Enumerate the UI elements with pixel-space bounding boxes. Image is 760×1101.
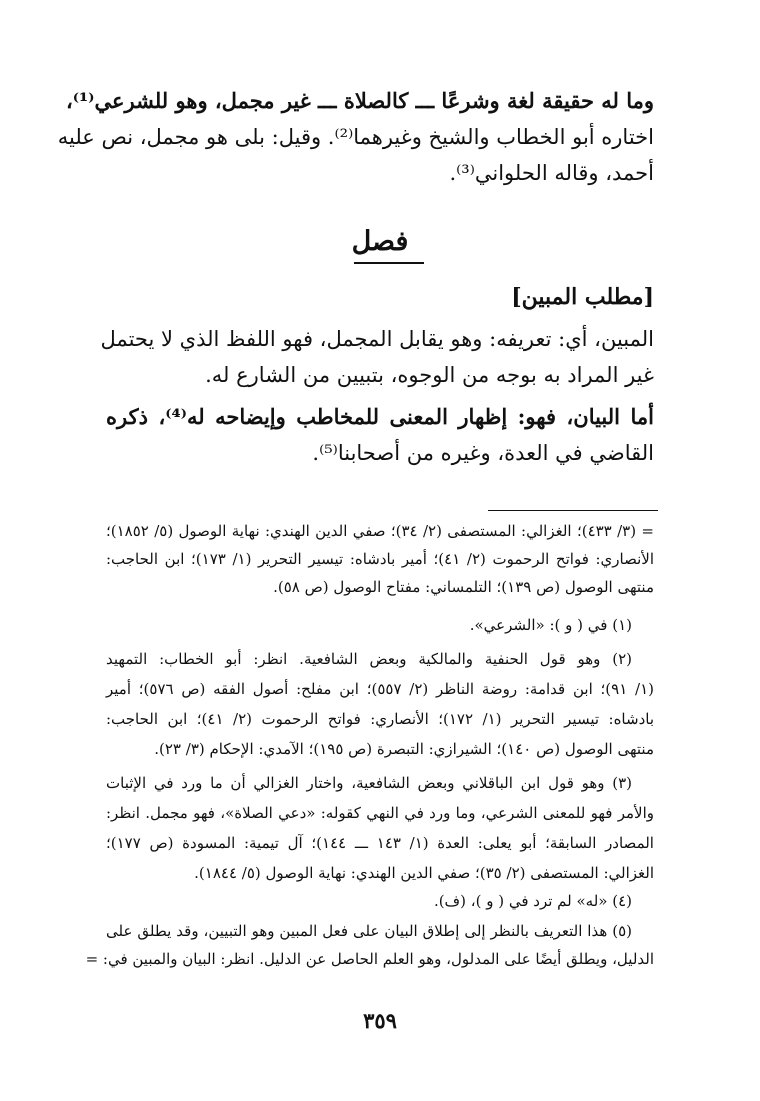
section-heading: [مطلب المبين]: [511, 284, 654, 310]
footnote-5: (٥) هذا التعريف بالنظر إلى إطلاق البيان على فعل المبين وهو التبيين، وقد يطلق على: [106, 922, 632, 940]
footnote-line: المصادر السابقة؛ أبو يعلى: العدة (١/ ١٤٣ ـــ ١٤٤)؛ آل تيمية: المسودة (ص ١٧٧)؛: [106, 834, 654, 852]
main-text-line-1: وما له حقيقة لغة وشرعًا ـــ كالصلاة ـــ غير مجمل، وهو للشرعي⁽¹⁾،: [66, 88, 654, 113]
section-title-underline: [354, 262, 424, 264]
footnote-3: (٣) وهو قول ابن الباقلاني وبعض الشافعية، واختار الغزالي أن ما ورد في الإثبات: [106, 774, 632, 792]
bayan-line-2: القاضي في العدة، وغيره من أصحابنا⁽⁵⁾.: [312, 441, 654, 465]
definition-line-1: المبين، أي: تعريفه: وهو يقابل المجمل، فهو اللفظ الذي لا يحتمل: [100, 327, 654, 351]
main-text-line-3: أحمد، وقاله الحلواني⁽³⁾.: [449, 161, 654, 185]
main-text-line-2: اختاره أبو الخطاب والشيخ وغيرهما⁽²⁾. وقيل: بلى هو مجمل، نص عليه: [57, 125, 654, 149]
footnote-line: = (٣/ ٤٣٣)؛ الغزالي: المستصفى (٢/ ٣٤)؛ صفي الدين الهندي: نهاية الوصول (٥/ ١٨٥٢)؛: [106, 522, 654, 540]
bayan-line-1: أما البيان، فهو: إظهار المعنى للمخاطب وإيضاحه له⁽⁴⁾، ذكره: [106, 404, 654, 429]
definition-line-2: غير المراد به بوجه من الوجوه، بتبيين من الشارع له.: [205, 363, 654, 387]
footnote-line: (١/ ٩١)؛ ابن قدامة: روضة الناظر (٢/ ٥٥٧)؛ ابن مفلح: أصول الفقه (ص ٥٧٦)؛ أمير: [106, 680, 655, 698]
section-title: فصل: [351, 226, 409, 257]
footnote-line: والأمر فهو للمعنى الشرعي، وما ورد في النهي كقوله: «دعي الصلاة»، فهو مجمل. انظر:: [106, 804, 654, 822]
footnote-separator: [488, 510, 658, 511]
footnote-line: الدليل، ويطلق أيضًا على المدلول، وهو العلم الحاصل عن الدليل. انظر: البيان والمبين في: =: [85, 950, 654, 968]
page-number: ٣٥٩: [363, 1008, 397, 1033]
footnote-4: (٤) «له» لم ترد في ( و )، (ف).: [433, 892, 632, 910]
footnote-line: الغزالي: المستصفى (٢/ ٣٥)؛ صفي الدين الهندي: نهاية الوصول (٥/ ١٨٤٤).: [194, 864, 654, 882]
footnote-line: منتهى الوصول (ص ١٣٩)؛ التلمساني: مفتاح الوصول (ص ٥٨).: [273, 578, 654, 596]
footnote-line: الأنصاري: فواتح الرحموت (٢/ ٤١)؛ أمير بادشاه: تيسير التحرير (١/ ١٧٣)؛ ابن الحاجب:: [106, 550, 654, 568]
footnote-1: (١) في ( و ): «الشرعي».: [469, 616, 632, 634]
footnote-line: بادشاه: تيسير التحرير (١/ ١٧٢)؛ الأنصاري: فواتح الرحموت (٢/ ٤١)؛ ابن الحاجب:: [106, 710, 654, 728]
footnote-line: منتهى الوصول (ص ١٤٠)؛ الشيرازي: التبصرة (ص ١٩٥)؛ الآمدي: الإحكام (٣/ ٢٣).: [154, 740, 654, 758]
footnote-2: (٢) وهو قول الحنفية والمالكية وبعض الشافعية. انظر: أبو الخطاب: التمهيد: [106, 650, 632, 668]
